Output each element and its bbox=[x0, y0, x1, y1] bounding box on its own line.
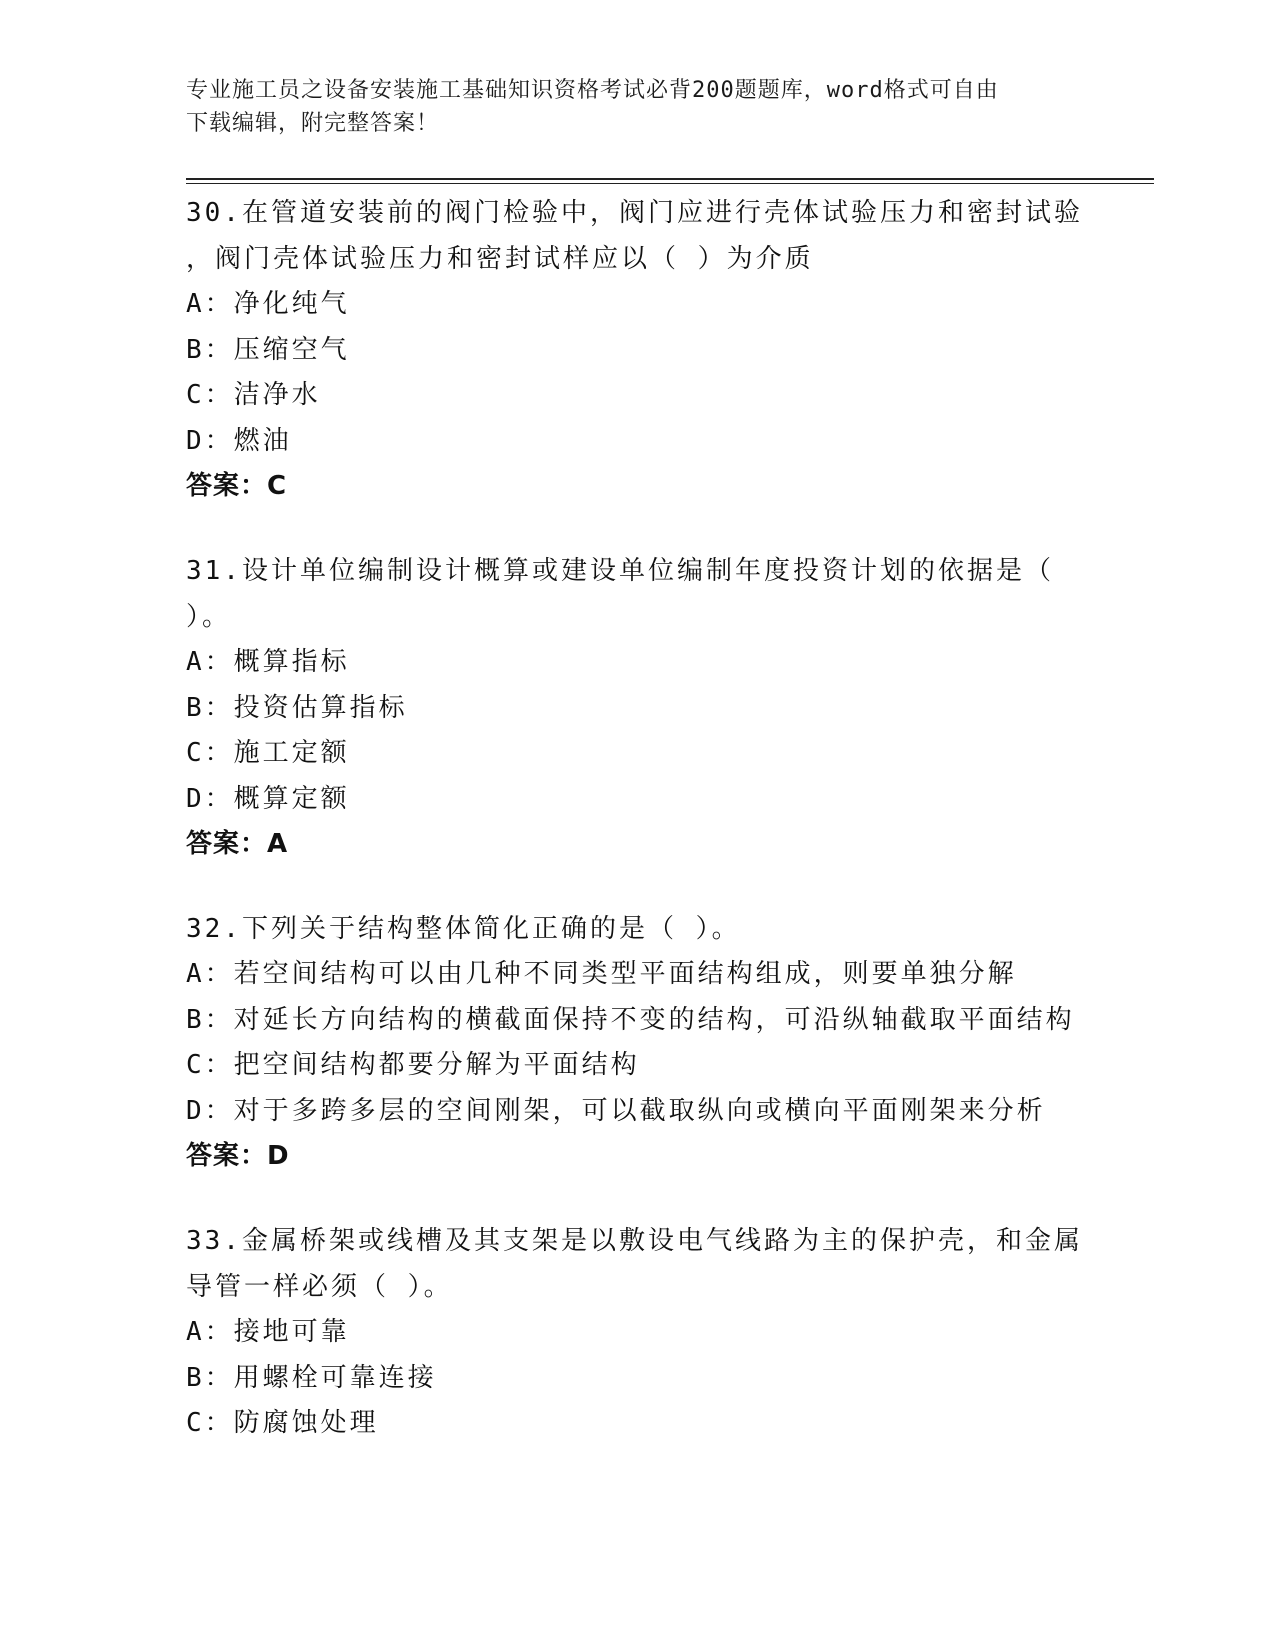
question-text-line: 32.下列关于结构整体简化正确的是（ ）。 bbox=[186, 914, 741, 944]
option-b: B：用螺栓可靠连接 bbox=[186, 1362, 437, 1393]
answer: 答案：A bbox=[186, 829, 289, 859]
option-b: B：对延长方向结构的横截面保持不变的结构，可沿纵轴截取平面结构 bbox=[186, 1004, 1075, 1035]
option-b: B：压缩空气 bbox=[186, 334, 350, 365]
option-b: B：投资估算指标 bbox=[186, 692, 408, 723]
question-list bbox=[186, 190, 1086, 1486]
option-c: C：洁净水 bbox=[186, 380, 321, 410]
option-a: A：接地可靠 bbox=[186, 1317, 350, 1347]
header-line-2: 下载编辑，附完整答案！ bbox=[186, 111, 440, 136]
question-text-line: ，阀门壳体试验压力和密封试样应以（ ）为介质 bbox=[186, 244, 814, 274]
option-c: C：防腐蚀处理 bbox=[186, 1408, 379, 1438]
option-a: A：若空间结构可以由几种不同类型平面结构组成，则要单独分解 bbox=[186, 959, 1017, 989]
option-a: A：概算指标 bbox=[186, 647, 350, 677]
question-text-line: 30.在管道安装前的阀门检验中，阀门应进行壳体试验压力和密封试验 bbox=[186, 198, 1083, 228]
option-a: A：净化纯气 bbox=[186, 289, 350, 319]
question-32 bbox=[186, 906, 1086, 1179]
option-d: D：燃油 bbox=[186, 425, 292, 456]
option-d: D：对于多跨多层的空间刚架，可以截取纵向或横向平面刚架来分析 bbox=[186, 1095, 1046, 1126]
question-text-line: ）。 bbox=[186, 602, 232, 632]
question-30 bbox=[186, 190, 1086, 509]
question-text-line: 31.设计单位编制设计概算或建设单位编制年度投资计划的依据是（ bbox=[186, 556, 1054, 586]
answer: 答案：C bbox=[186, 471, 288, 501]
question-text-line: 导管一样必须（ ）。 bbox=[186, 1272, 453, 1302]
option-c: C：施工定额 bbox=[186, 738, 350, 768]
header-line-1: 专业施工员之设备安装施工基础知识资格考试必背200题题库，word格式可自由 bbox=[186, 78, 999, 103]
document-header bbox=[186, 74, 1086, 140]
answer: 答案：D bbox=[186, 1141, 290, 1171]
option-d: D：概算定额 bbox=[186, 783, 350, 814]
question-33 bbox=[186, 1218, 1086, 1447]
question-31 bbox=[186, 548, 1086, 867]
header-divider bbox=[186, 178, 1154, 184]
document-page bbox=[186, 0, 1156, 1650]
option-c: C：把空间结构都要分解为平面结构 bbox=[186, 1050, 640, 1080]
question-text-line: 33.金属桥架或线槽及其支架是以敷设电气线路为主的保护壳，和金属 bbox=[186, 1226, 1083, 1256]
